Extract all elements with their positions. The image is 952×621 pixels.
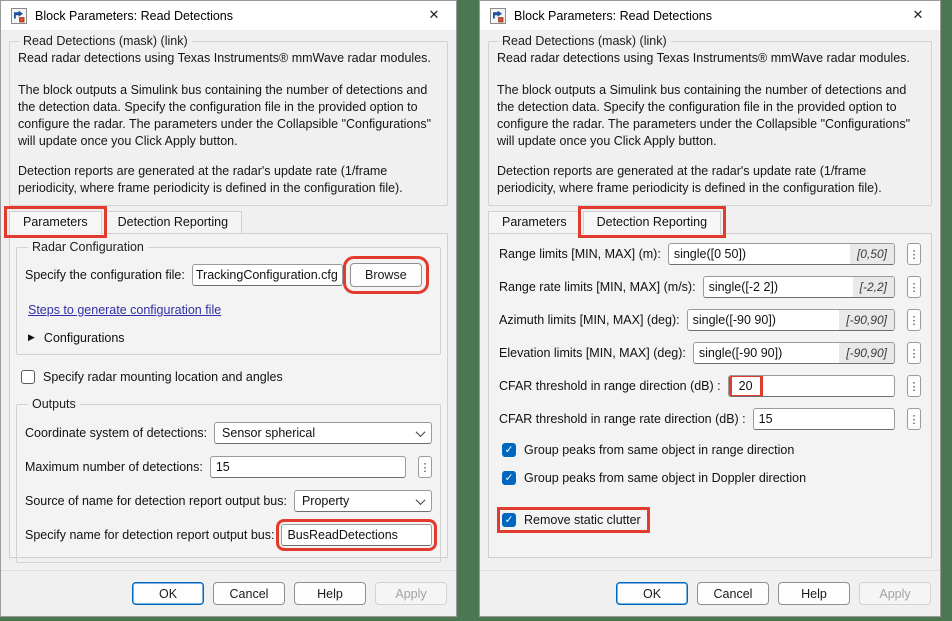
right-dialog <box>479 0 941 617</box>
cfar-range-rate-threshold-label: CFAR threshold in range rate direction (dB) : <box>499 412 746 426</box>
cfar-range-rate-threshold-value: 15 <box>758 412 773 426</box>
cfar-range-rate-threshold-row <box>499 408 921 430</box>
generate-config-link[interactable]: Steps to generate configuration file <box>28 303 222 317</box>
bus-name-input[interactable] <box>281 524 432 546</box>
check-icon: ✓ <box>504 443 514 456</box>
cfar-range-rate-threshold-menu-button[interactable] <box>907 408 921 430</box>
tab-parameters[interactable]: Parameters <box>9 211 102 233</box>
simulink-block-icon <box>11 8 27 24</box>
elevation-limits-input[interactable] <box>693 342 895 364</box>
group-peaks-doppler-checkbox-row[interactable] <box>502 471 921 485</box>
title-bar <box>480 1 940 31</box>
source-of-name-label: Source of name for detection report output bus: <box>25 494 287 508</box>
config-link-row <box>28 301 432 319</box>
elevation-limits-row <box>499 342 921 364</box>
tab-detection-reporting[interactable]: Detection Reporting <box>583 211 721 233</box>
cfar-range-threshold-input[interactable] <box>728 375 895 397</box>
bus-name-label: Specify name for detection report output bus: <box>25 528 275 542</box>
tab-parameters[interactable]: Parameters <box>488 211 581 233</box>
outputs-group <box>16 397 441 563</box>
bus-name-row <box>25 524 432 546</box>
help-button[interactable]: Help <box>294 582 366 605</box>
elevation-limits-label: Elevation limits [MIN, MAX] (deg): <box>499 346 686 360</box>
mask-paragraph-1: Read radar detections using Texas Instruments® mmWave radar modules. <box>497 51 910 65</box>
max-detections-value: 15 <box>215 460 230 474</box>
mask-paragraph-2: The block outputs a Simulink bus containing the number of detections and the detection data. Specify the configuration file in the provided option to configure the radar. The parameters under the Collapsible "Configurations" will update once you Click Apply button. <box>497 83 911 148</box>
chevron-down-icon <box>416 427 426 437</box>
radar-configuration-group <box>16 240 441 355</box>
check-icon: ✓ <box>504 471 514 484</box>
browse-button[interactable]: Browse <box>350 263 422 287</box>
coordinate-system-value: Sensor spherical <box>222 426 316 440</box>
apply-button[interactable]: Apply <box>375 582 447 605</box>
azimuth-limits-menu-button[interactable] <box>907 309 921 331</box>
mounting-checkbox-row[interactable] <box>21 370 443 384</box>
simulink-block-icon <box>490 8 506 24</box>
range-limits-input[interactable] <box>668 243 895 265</box>
group-peaks-range-checkbox-row[interactable] <box>502 443 921 457</box>
mounting-checkbox[interactable] <box>21 370 35 384</box>
range-rate-limits-hint: [-2,2] <box>853 277 894 297</box>
cancel-button[interactable]: Cancel <box>697 582 769 605</box>
cfar-range-threshold-row <box>499 375 921 397</box>
mask-paragraph-3: Detection reports are generated at the radar's update rate (1/frame periodicity, where frame periodicity is defined in the configuration file). <box>18 164 403 195</box>
bus-name-value: BusReadDetections <box>287 528 398 542</box>
coordinate-system-row <box>25 422 432 444</box>
range-rate-limits-menu-button[interactable] <box>907 276 921 298</box>
elevation-limits-hint: [-90,90] <box>839 343 894 363</box>
mask-legend: Read Detections (mask) (link) <box>23 34 188 48</box>
source-of-name-value: Property <box>301 494 350 508</box>
menu-dots-icon: ⋮ <box>908 379 920 393</box>
azimuth-limits-label: Azimuth limits [MIN, MAX] (deg): <box>499 313 680 327</box>
tab-detection-reporting[interactable]: Detection Reporting <box>104 211 242 233</box>
check-icon: ✓ <box>504 513 514 526</box>
cfar-range-threshold-value: 20 <box>734 379 758 393</box>
cfar-range-threshold-menu-button[interactable] <box>907 375 921 397</box>
mounting-checkbox-label: Specify radar mounting location and angles <box>43 370 283 384</box>
cfar-range-rate-threshold-input[interactable] <box>753 408 895 430</box>
tab-bar <box>9 211 448 233</box>
range-limits-menu-button[interactable] <box>907 243 921 265</box>
range-limits-value: single([0 50]) <box>673 247 747 261</box>
max-detections-menu-button[interactable] <box>418 456 432 478</box>
range-limits-label: Range limits [MIN, MAX] (m): <box>499 247 661 261</box>
range-rate-limits-label: Range rate limits [MIN, MAX] (m/s): <box>499 280 696 294</box>
window-title: Block Parameters: Read Detections <box>514 8 713 23</box>
configurations-label: Configurations <box>43 331 125 345</box>
group-peaks-doppler-checkbox[interactable] <box>502 471 516 485</box>
range-rate-limits-value: single([-2 2]) <box>708 280 779 294</box>
azimuth-limits-row <box>499 309 921 331</box>
menu-dots-icon: ⋮ <box>908 247 920 261</box>
config-file-input[interactable] <box>192 264 343 286</box>
collapsed-arrow-icon: ▶ <box>28 333 35 343</box>
mask-paragraph-1: Read radar detections using Texas Instruments® mmWave radar modules. <box>18 51 431 65</box>
dialog-footer <box>1 570 456 616</box>
menu-dots-icon: ⋮ <box>908 346 920 360</box>
group-peaks-range-label: Group peaks from same object in range direction <box>524 443 795 457</box>
remove-static-clutter-checkbox-row[interactable] <box>502 512 645 528</box>
range-rate-limits-row <box>499 276 921 298</box>
range-limits-row <box>499 243 921 265</box>
group-peaks-doppler-label: Group peaks from same object in Doppler direction <box>524 471 807 485</box>
window-title: Block Parameters: Read Detections <box>35 8 234 23</box>
mask-description-box <box>488 34 932 206</box>
title-bar <box>1 1 456 31</box>
mask-paragraph-3: Detection reports are generated at the radar's update rate (1/frame periodicity, where frame periodicity is defined in the configuration file). <box>497 164 882 195</box>
coordinate-system-label: Coordinate system of detections: <box>25 426 208 440</box>
chevron-down-icon <box>416 495 426 505</box>
cancel-button[interactable]: Cancel <box>213 582 285 605</box>
range-limits-hint: [0,50] <box>850 244 894 264</box>
ok-button[interactable]: OK <box>132 582 204 605</box>
menu-dots-icon: ⋮ <box>908 280 920 294</box>
menu-dots-icon: ⋮ <box>419 460 431 474</box>
configurations-collapsible[interactable] <box>28 331 432 345</box>
max-detections-row <box>25 456 432 478</box>
remove-static-clutter-checkbox[interactable] <box>502 513 516 527</box>
menu-dots-icon: ⋮ <box>908 313 920 327</box>
outputs-legend: Outputs <box>32 397 76 411</box>
cfar-range-threshold-label: CFAR threshold in range direction (dB) : <box>499 379 721 393</box>
elevation-limits-value: single([-90 90]) <box>698 346 783 360</box>
remove-static-clutter-label: Remove static clutter <box>524 513 641 527</box>
close-icon[interactable]: ✕ <box>912 8 924 23</box>
mask-description-box <box>9 34 448 206</box>
mask-legend: Read Detections (mask) (link) <box>502 34 667 48</box>
range-rate-limits-input[interactable] <box>703 276 895 298</box>
max-detections-input[interactable] <box>210 456 406 478</box>
tab-bar <box>488 211 932 233</box>
ok-button[interactable]: OK <box>616 582 688 605</box>
config-file-value: TrackingConfiguration.cfg <box>195 268 338 282</box>
group-peaks-range-checkbox[interactable] <box>502 443 516 457</box>
radar-configuration-legend: Radar Configuration <box>32 240 144 254</box>
menu-dots-icon: ⋮ <box>908 412 920 426</box>
elevation-limits-menu-button[interactable] <box>907 342 921 364</box>
source-of-name-row <box>25 490 432 512</box>
coordinate-system-select[interactable] <box>214 422 432 444</box>
azimuth-limits-value: single([-90 90]) <box>692 313 776 327</box>
apply-button[interactable]: Apply <box>859 582 931 605</box>
parameters-tab-panel <box>9 233 448 558</box>
source-of-name-select[interactable] <box>294 490 432 512</box>
azimuth-limits-input[interactable] <box>687 309 895 331</box>
mask-paragraph-2: The block outputs a Simulink bus containing the number of detections and the detection data. Specify the configuration file in the provided option to configure the radar. The parameters under the Collapsible "Configurations" will update once you Click Apply button. <box>18 83 432 148</box>
config-file-label: Specify the configuration file: <box>25 268 185 282</box>
max-detections-label: Maximum number of detections: <box>25 460 203 474</box>
close-icon[interactable]: ✕ <box>428 8 440 23</box>
config-file-row <box>25 263 432 287</box>
dialog-footer <box>480 570 940 616</box>
help-button[interactable]: Help <box>778 582 850 605</box>
left-dialog <box>0 0 457 617</box>
detection-reporting-tab-panel <box>488 233 932 558</box>
azimuth-limits-hint: [-90,90] <box>839 310 894 330</box>
